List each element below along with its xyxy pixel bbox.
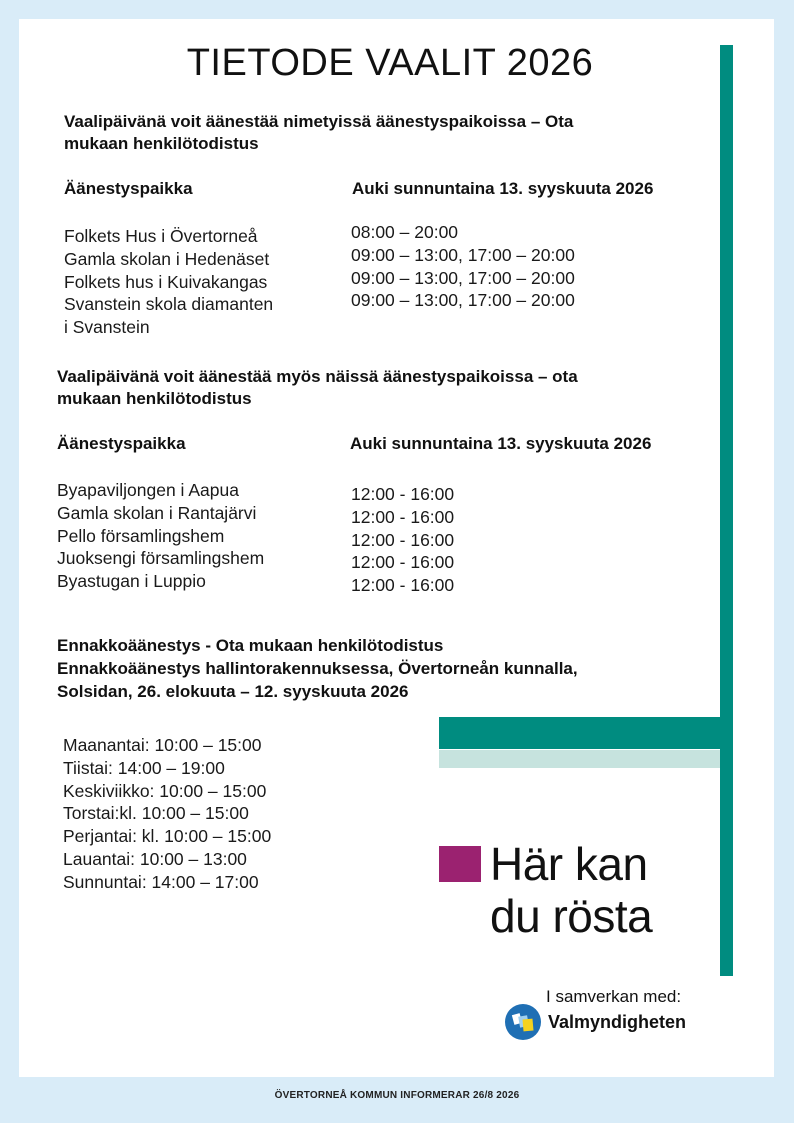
list-item: Perjantai: kl. 10:00 – 15:00 [63,826,272,847]
section2-heading-line2: mukaan henkilötodistus [57,389,252,408]
list-item: Keskiviikko: 10:00 – 15:00 [63,780,267,801]
list-item: Svanstein skola diamanten [64,294,274,315]
list-item: Byastugan i Luppio [57,571,206,592]
list-item: 09:00 – 13:00, 17:00 – 20:00 [351,267,575,288]
list-item: Maanantai: 10:00 – 15:00 [63,735,262,755]
magenta-square-icon [439,846,481,882]
section1-heading-line1: Vaalipäivänä voit äänestää nimetyissä äänestyspaikoissa – Ota [64,112,574,131]
teal-vertical-bar [720,45,733,976]
light-teal-bar [439,750,720,768]
list-item: 08:00 – 20:00 [351,222,459,242]
section2-times [351,483,454,597]
teal-horizontal-bar [439,717,733,749]
section2-places [57,479,264,593]
list-item: 09:00 – 13:00, 17:00 – 20:00 [351,244,575,265]
page-title: TIETODE VAALIT 2026 [186,42,594,84]
advance-voting-line2: Ennakkoäänestys hallintorakennuksessa, Övertorneån kunnalla, [57,659,578,678]
slogan-line1: Här kan [490,838,648,890]
list-item: 12:00 - 16:00 [351,552,455,573]
section1-heading-line2: mukaan henkilötodistus [64,134,259,153]
section2-col-place: Äänestyspaikka [57,434,186,453]
advance-voting-days [63,734,271,894]
section1-places [64,225,273,339]
list-item: 12:00 - 16:00 [351,575,455,596]
list-item: 12:00 - 16:00 [351,484,455,504]
list-item: 12:00 - 16:00 [351,506,455,527]
list-item: Sunnuntai: 14:00 – 17:00 [63,871,259,892]
valmyndigheten-logo-icon [505,1004,541,1040]
list-item: Juoksengi församlingshem [57,548,265,569]
slogan [490,838,652,942]
list-item: Gamla skolan i Rantajärvi [57,502,257,523]
list-item: i Svanstein [64,317,150,338]
section1-col-place: Äänestyspaikka [64,179,193,198]
section2-heading-line1: Vaalipäivänä voit äänestää myös näissä äänestyspaikoissa – ota [57,367,578,386]
footer-text: ÖVERTORNEÅ KOMMUN INFORMERAR 26/8 2026 [274,1090,520,1101]
list-item: 09:00 – 13:00, 17:00 – 20:00 [351,290,575,311]
list-item: Tiistai: 14:00 – 19:00 [63,757,225,778]
list-item: Gamla skolan i Hedenäset [64,248,270,269]
slogan-line2: du rösta [490,890,653,942]
list-item: Lauantai: 10:00 – 13:00 [63,848,247,869]
partner-name: Valmyndigheten [548,1012,687,1032]
advance-voting-line3: Solsidan, 26. elokuuta – 12. syyskuuta 2026 [57,682,409,701]
list-item: Pello församlingshem [57,525,225,546]
partner-label: I samverkan med: [546,987,682,1006]
section2-col-open: Auki sunnuntaina 13. syyskuuta 2026 [350,434,652,453]
section1-times [351,221,575,312]
list-item: Folkets Hus i Övertorneå [64,226,258,246]
list-item: Byapaviljongen i Aapua [57,480,239,500]
list-item: 12:00 - 16:00 [351,529,455,550]
advance-voting-line1: Ennakkoäänestys - Ota mukaan henkilötodistus [57,636,444,655]
list-item: Folkets hus i Kuivakangas [64,271,268,292]
section1-col-open: Auki sunnuntaina 13. syyskuuta 2026 [352,179,654,198]
list-item: Torstai:kl. 10:00 – 15:00 [63,803,249,824]
